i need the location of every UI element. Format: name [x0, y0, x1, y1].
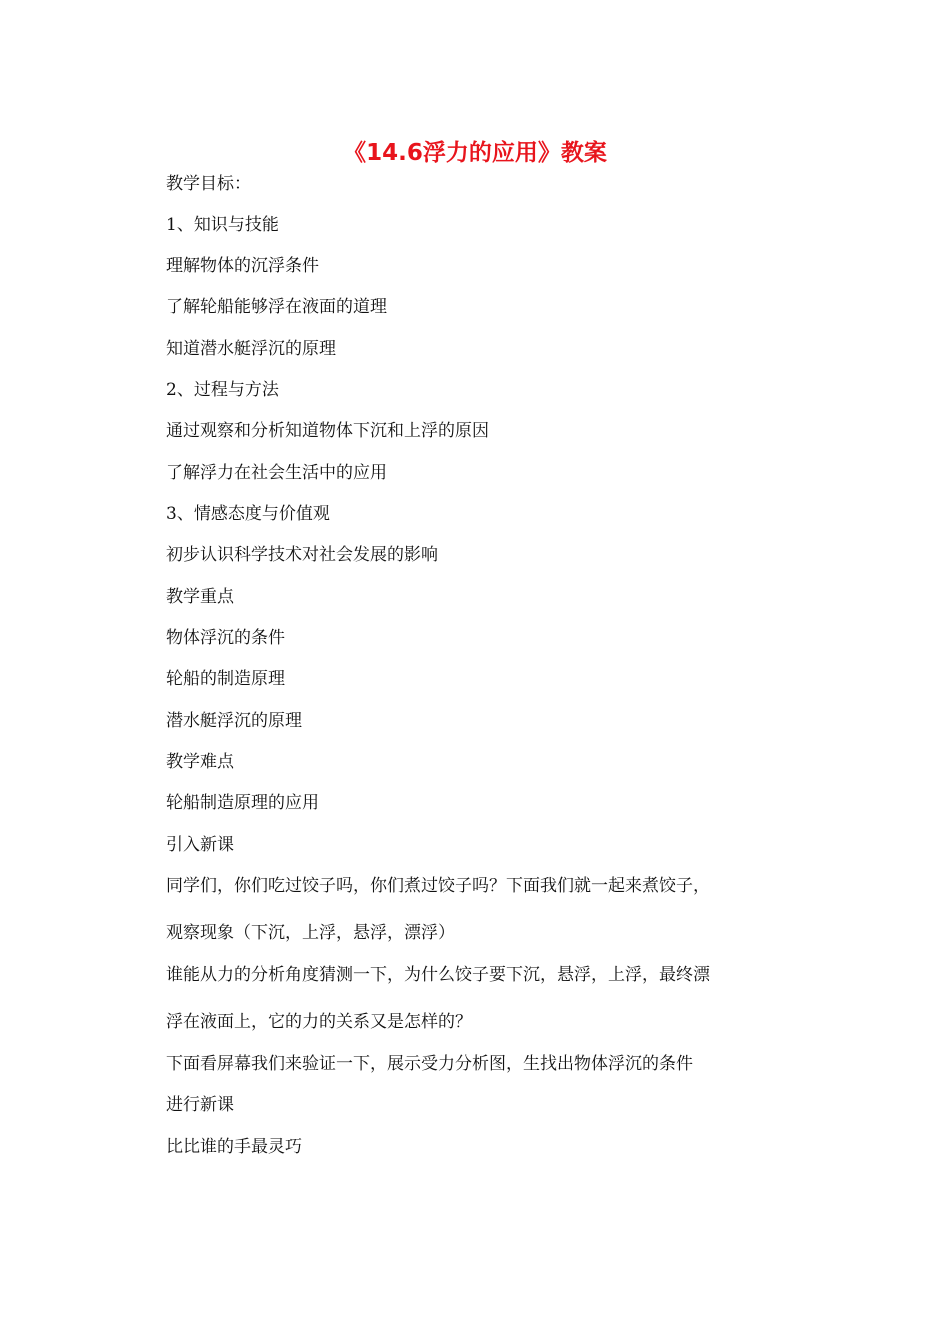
- text-line: 潜水艇浮沉的原理: [166, 711, 302, 731]
- document-title: 《14.6浮力的应用》教案: [343, 140, 607, 166]
- text-line: 通过观察和分析知道物体下沉和上浮的原因: [166, 421, 489, 441]
- text-line: 比比谁的手最灵巧: [166, 1137, 302, 1157]
- text-line: 下面看屏幕我们来验证一下，展示受力分析图，生找出物体浮沉的条件: [166, 1054, 693, 1074]
- text-line: 轮船制造原理的应用: [166, 793, 319, 813]
- text-line: 教学目标：: [166, 174, 251, 194]
- text-line: 进行新课: [166, 1095, 234, 1115]
- text-line: 浮在液面上，它的力的关系又是怎样的？: [166, 1012, 472, 1032]
- text-line: 1、知识与技能: [166, 215, 279, 235]
- text-line: 知道潜水艇浮沉的原理: [166, 339, 336, 359]
- text-line: 理解物体的沉浮条件: [166, 256, 319, 276]
- text-line: 物体浮沉的条件: [166, 628, 285, 648]
- text-line: 同学们，你们吃过饺子吗，你们煮过饺子吗？下面我们就一起来煮饺子，: [166, 876, 710, 896]
- text-line: 2、过程与方法: [166, 380, 279, 400]
- text-line: 教学难点: [166, 752, 234, 772]
- text-line: 初步认识科学技术对社会发展的影响: [166, 545, 438, 565]
- text-line: 观察现象（下沉，上浮，悬浮，漂浮）: [166, 923, 455, 943]
- text-line: 3、情感态度与价值观: [166, 504, 330, 524]
- text-line: 引入新课: [166, 835, 234, 855]
- text-line: 谁能从力的分析角度猜测一下，为什么饺子要下沉，悬浮，上浮，最终漂: [166, 965, 710, 985]
- text-line: 轮船的制造原理: [166, 669, 285, 689]
- text-line: 了解轮船能够浮在液面的道理: [166, 297, 387, 317]
- text-line: 了解浮力在社会生活中的应用: [166, 463, 387, 483]
- text-line: 教学重点: [166, 587, 234, 607]
